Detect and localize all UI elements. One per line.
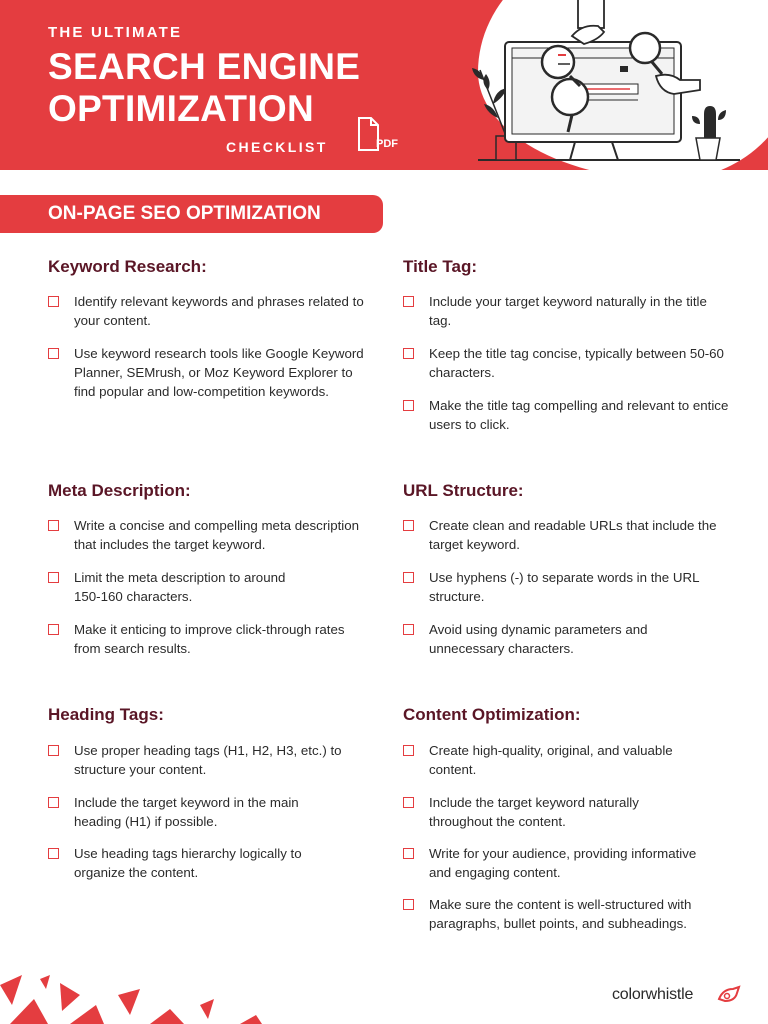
checklist-item-text: Create clean and readable URLs that include the target keyword. bbox=[429, 518, 717, 552]
checklist-group-meta-description bbox=[48, 481, 368, 656]
checkbox-icon[interactable] bbox=[48, 348, 59, 359]
checkbox-icon[interactable] bbox=[403, 348, 414, 359]
checklist-item-text: Avoid using dynamic parameters and unnecessary characters. bbox=[429, 622, 648, 656]
checkbox-icon[interactable] bbox=[403, 520, 414, 531]
checklist-item-text: Make the title tag compelling and relevant to entice users to click. bbox=[429, 398, 729, 432]
checklist-item-text: Identify relevant keywords and phrases related to your content. bbox=[74, 294, 364, 328]
checkbox-icon[interactable] bbox=[403, 296, 414, 307]
checklist-item-text: Include the target keyword naturally throughout the content. bbox=[429, 795, 639, 829]
checklist-item-text: Write for your audience, providing informative and engaging content. bbox=[429, 846, 697, 880]
checkbox-icon[interactable] bbox=[48, 296, 59, 307]
checkbox-icon[interactable] bbox=[48, 520, 59, 531]
checklist-item-text: Make sure the content is well-structured with paragraphs, bullet points, and subheadings. bbox=[429, 897, 692, 931]
checklist-group-content-optimization bbox=[403, 705, 723, 931]
checkbox-icon[interactable] bbox=[403, 572, 414, 583]
checklist-item-text: Use hyphens (-) to separate words in the URL structure. bbox=[429, 570, 700, 604]
decorative-shards bbox=[0, 975, 300, 1024]
section-banner bbox=[0, 195, 383, 233]
group-heading: Keyword Research: bbox=[48, 257, 207, 276]
section-title: ON-PAGE SEO OPTIMIZATION bbox=[48, 203, 321, 224]
header-subkicker: CHECKLIST bbox=[226, 139, 328, 155]
checkbox-icon[interactable] bbox=[48, 848, 59, 859]
page-title-line2: OPTIMIZATION bbox=[48, 88, 314, 129]
checklist-item-text: Use proper heading tags (H1, H2, H3, etc.) to structure your content. bbox=[74, 743, 342, 777]
checklist-group-title-tag bbox=[403, 257, 729, 432]
pdf-file-icon bbox=[356, 116, 400, 156]
checkbox-icon[interactable] bbox=[48, 797, 59, 808]
checkbox-icon[interactable] bbox=[48, 572, 59, 583]
checkbox-icon[interactable] bbox=[403, 848, 414, 859]
brand-logo-text: colorwhistle bbox=[612, 986, 694, 1003]
checklist-item-text: Create high-quality, original, and valuable content. bbox=[429, 743, 673, 777]
checklist-item-text: Use keyword research tools like Google Keyword Planner, SEMrush, or Moz Keyword Explorer to find popular and low-competition keywords. bbox=[74, 346, 364, 399]
page-title-line1: SEARCH ENGINE bbox=[48, 46, 361, 87]
checkbox-icon[interactable] bbox=[403, 400, 414, 411]
seo-monitor-illustration bbox=[460, 0, 760, 170]
whistle-logo-icon bbox=[717, 985, 741, 1005]
checklist-item-text: Make it enticing to improve click-through rates from search results. bbox=[74, 622, 345, 656]
checkbox-icon[interactable] bbox=[48, 624, 59, 635]
header-banner bbox=[0, 0, 768, 170]
checklist-item-text: Keep the title tag concise, typically between 50-60 characters. bbox=[429, 346, 724, 380]
cactus-icon bbox=[692, 106, 726, 160]
checklist-item-text: Use heading tags hierarchy logically to organize the content. bbox=[74, 846, 302, 880]
checklist-group-url-structure bbox=[403, 481, 723, 656]
page-title bbox=[48, 46, 360, 130]
group-heading: Content Optimization: bbox=[403, 705, 581, 724]
checklist-item-text: Include your target keyword naturally in the title tag. bbox=[429, 294, 707, 328]
checklist-item-text: Limit the meta description to around 150-160 characters. bbox=[74, 570, 286, 604]
checklist-item-text: Write a concise and compelling meta description that includes the target keyword. bbox=[74, 518, 360, 552]
checkbox-icon[interactable] bbox=[48, 745, 59, 756]
group-heading: Heading Tags: bbox=[48, 705, 164, 724]
checkbox-icon[interactable] bbox=[403, 797, 414, 808]
group-heading: Meta Description: bbox=[48, 481, 191, 500]
checkbox-icon[interactable] bbox=[403, 745, 414, 756]
checklist-item-text: Include the target keyword in the main heading (H1) if possible. bbox=[74, 795, 299, 829]
group-heading: URL Structure: bbox=[403, 481, 524, 500]
header-kicker: THE ULTIMATE bbox=[48, 24, 183, 41]
checkbox-icon[interactable] bbox=[403, 624, 414, 635]
pdf-label: PDF bbox=[376, 138, 398, 150]
checkbox-icon[interactable] bbox=[403, 899, 414, 910]
checklist-group-heading-tags bbox=[48, 705, 368, 880]
checklist-group-keyword-research bbox=[48, 257, 368, 399]
group-heading: Title Tag: bbox=[403, 257, 477, 276]
